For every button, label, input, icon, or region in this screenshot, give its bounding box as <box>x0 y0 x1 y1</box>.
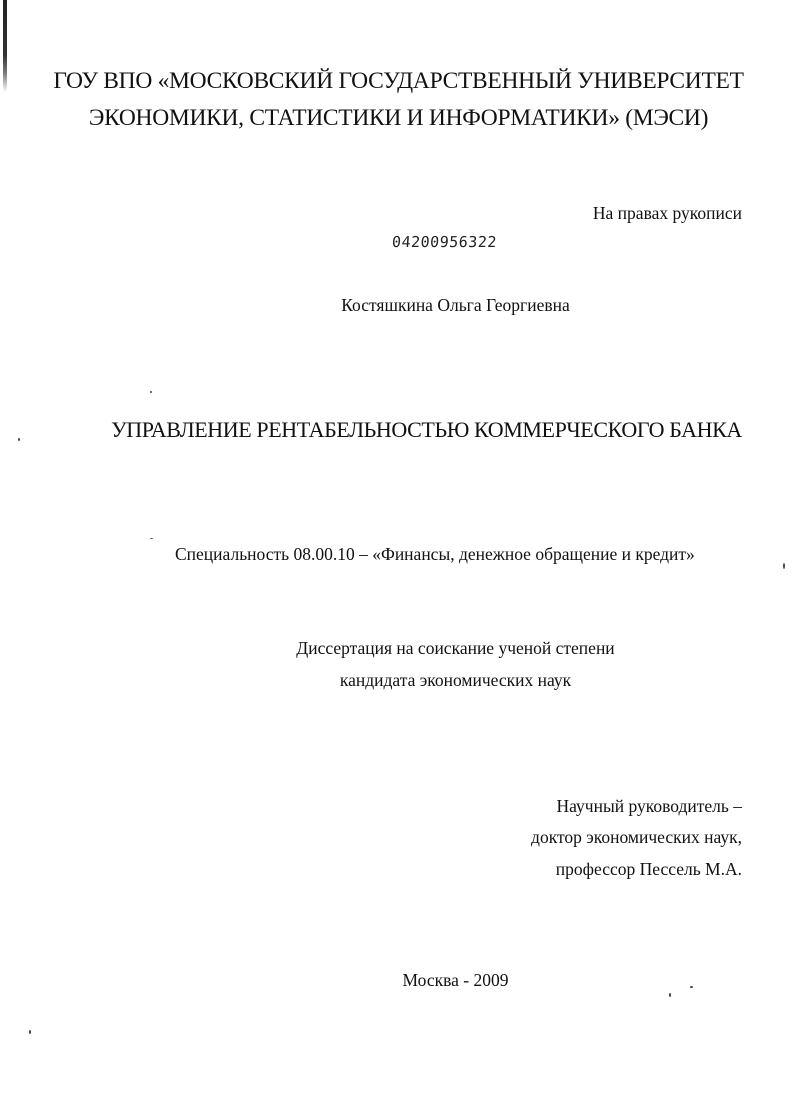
advisor-line-2: доктор экономических наук, <box>531 827 742 847</box>
advisor-line-1: Научный руководитель – <box>556 796 742 816</box>
dissertation-title: УПРАВЛЕНИЕ РЕНТАБЕЛЬНОСТЬЮ КОММЕРЧЕСКОГО БАНКА <box>111 417 742 442</box>
advisor-line-3: профессор Пессель М.А. <box>555 859 742 879</box>
degree-line-2: кандидата экономических наук <box>339 670 572 690</box>
degree-line-1: Диссертация на соискание ученой степени <box>296 638 615 658</box>
specialty-line: Специальность 08.00.10 – «Финансы, денежное обращение и кредит» <box>175 544 695 564</box>
scan-speck <box>783 563 785 569</box>
scan-speck <box>29 1030 31 1034</box>
city-year: Москва - 2009 <box>402 970 509 990</box>
scan-speck <box>690 986 693 988</box>
scan-speck <box>669 993 671 997</box>
catalog-number-stamp: 04200956322 <box>391 233 498 251</box>
organization-line-1: ГОУ ВПО «МОСКОВСКИЙ ГОСУДАРСТВЕННЫЙ УНИВЕРСИТЕТ <box>53 68 744 94</box>
organization-line-2: ЭКОНОМИКИ, СТАТИСТИКИ И ИНФОРМАТИКИ» (МЭСИ) <box>88 105 709 131</box>
scan-speck <box>150 538 153 539</box>
scan-speck <box>18 438 20 441</box>
manuscript-rights-label: На правах рукописи <box>592 203 742 223</box>
scan-speck <box>150 391 152 393</box>
author-name: Костяшкина Ольга Георгиевна <box>341 295 570 315</box>
